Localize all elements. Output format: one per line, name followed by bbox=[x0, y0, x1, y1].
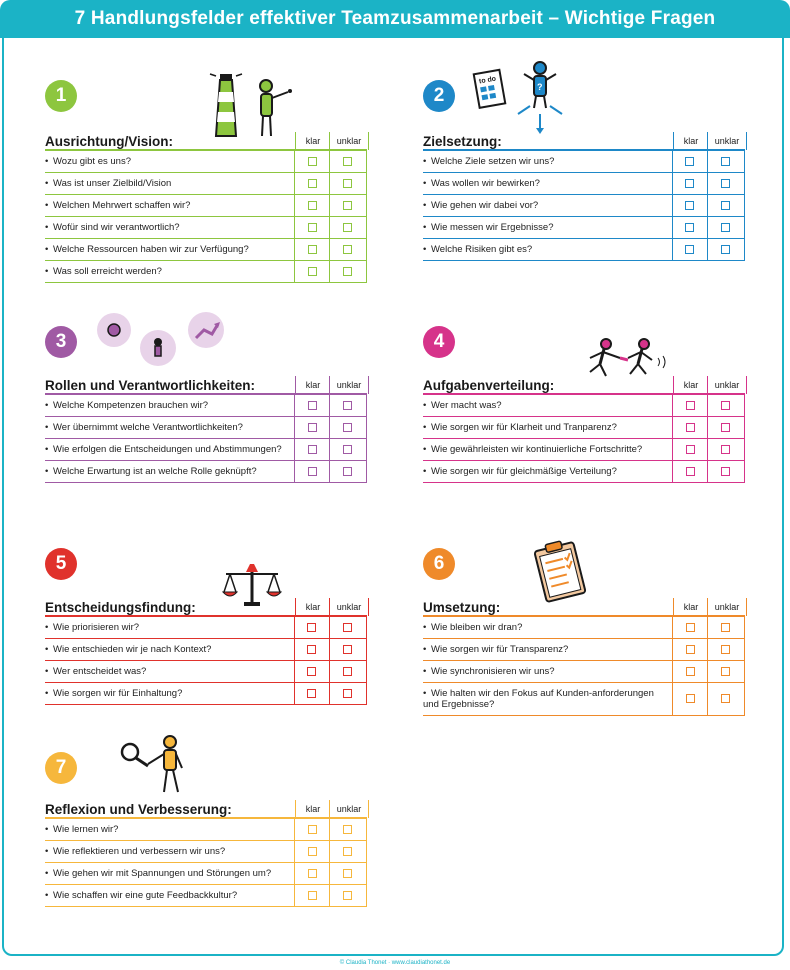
todo-label: to do bbox=[478, 75, 497, 86]
column-header-unklar: unklar bbox=[707, 376, 747, 394]
bullet: • bbox=[423, 688, 427, 699]
klar-checkbox[interactable] bbox=[686, 623, 695, 632]
question-row bbox=[45, 617, 367, 639]
question-text: Wie erfolgen die Entscheidungen und Abstimmungen? bbox=[53, 444, 282, 455]
question-mark-label: ? bbox=[537, 82, 543, 92]
magnifier-person-illustration bbox=[118, 734, 190, 796]
scales-illustration bbox=[220, 562, 284, 608]
question-row bbox=[45, 195, 367, 217]
klar-checkbox[interactable] bbox=[308, 869, 317, 878]
klar-checkbox[interactable] bbox=[308, 267, 317, 276]
bullet: • bbox=[45, 890, 49, 901]
bullet: • bbox=[45, 178, 49, 189]
question-row bbox=[45, 173, 367, 195]
question-text: Welche Kompetenzen brauchen wir? bbox=[53, 400, 209, 411]
unklar-checkbox[interactable] bbox=[721, 401, 730, 410]
question-text: Wie sorgen wir für Klarheit und Tranparenz? bbox=[431, 422, 617, 433]
question-text: Wie bleiben wir dran? bbox=[431, 622, 523, 633]
relay-runners-illustration bbox=[580, 336, 672, 380]
question-text: Was soll erreicht werden? bbox=[53, 266, 162, 277]
unklar-checkbox[interactable] bbox=[721, 467, 730, 476]
panel-number-badge: 7 bbox=[45, 752, 77, 784]
column-header-unklar: unklar bbox=[329, 132, 369, 150]
panel-header bbox=[45, 132, 367, 150]
panel-number-badge: 6 bbox=[423, 548, 455, 580]
question-text: Wie sorgen wir für Transparenz? bbox=[431, 644, 569, 655]
question-text: Was ist unser Zielbild/Vision bbox=[53, 178, 172, 189]
question-text: Wie schaffen wir eine gute Feedbackkultur? bbox=[53, 890, 238, 901]
question-row bbox=[423, 661, 745, 683]
question-row bbox=[423, 395, 745, 417]
klar-checkbox[interactable] bbox=[685, 223, 694, 232]
column-header-klar: klar bbox=[295, 132, 330, 150]
question-row bbox=[45, 639, 367, 661]
question-table bbox=[45, 395, 367, 483]
column-header-klar: klar bbox=[673, 376, 708, 394]
klar-checkbox[interactable] bbox=[308, 401, 317, 410]
question-text: Wie synchronisieren wir uns? bbox=[431, 666, 555, 677]
bullet: • bbox=[423, 156, 427, 167]
panel-number-badge: 5 bbox=[45, 548, 77, 580]
question-text: Welche Ressourcen haben wir zur Verfügung? bbox=[53, 244, 249, 255]
unklar-checkbox[interactable] bbox=[721, 667, 730, 676]
question-table bbox=[423, 617, 745, 716]
unklar-checkbox[interactable] bbox=[721, 179, 730, 188]
klar-checkbox[interactable] bbox=[685, 245, 694, 254]
panel-title: Ausrichtung/Vision: bbox=[45, 134, 174, 149]
bullet: • bbox=[423, 422, 427, 433]
bullet: • bbox=[45, 644, 49, 655]
question-text: Wie sorgen wir für gleichmäßige Verteilung? bbox=[431, 466, 617, 477]
bullet: • bbox=[45, 400, 49, 411]
question-text: Wie entschieden wir je nach Kontext? bbox=[53, 644, 212, 655]
column-header-klar: klar bbox=[295, 800, 330, 818]
question-table bbox=[423, 395, 745, 483]
question-row bbox=[423, 195, 745, 217]
column-header-unklar: unklar bbox=[329, 376, 369, 394]
question-table bbox=[45, 819, 367, 907]
bullet: • bbox=[45, 846, 49, 857]
klar-checkbox[interactable] bbox=[307, 645, 316, 654]
bullet: • bbox=[45, 244, 49, 255]
panel-header bbox=[45, 800, 367, 818]
question-row bbox=[45, 863, 367, 885]
klar-checkbox[interactable] bbox=[308, 179, 317, 188]
question-row bbox=[45, 841, 367, 863]
panel-title: Aufgabenverteilung: bbox=[423, 378, 555, 393]
question-text: Wie gehen wir mit Spannungen und Störungen um? bbox=[53, 868, 272, 879]
page-title: 7 Handlungsfelder effektiver Teamzusammenarbeit – Wichtige Fragen bbox=[0, 0, 790, 38]
panel-title: Reflexion und Verbesserung: bbox=[45, 802, 232, 817]
bullet: • bbox=[45, 444, 49, 455]
unklar-checkbox[interactable] bbox=[721, 623, 730, 632]
question-text: Wie messen wir Ergebnisse? bbox=[431, 222, 554, 233]
unklar-checkbox[interactable] bbox=[343, 667, 352, 676]
panel-number-badge: 4 bbox=[423, 326, 455, 358]
panel-header bbox=[45, 376, 367, 394]
question-row bbox=[45, 683, 367, 705]
panel-number-badge: 2 bbox=[423, 80, 455, 112]
bullet: • bbox=[423, 466, 427, 477]
bullet: • bbox=[45, 222, 49, 233]
bullet: • bbox=[423, 400, 427, 411]
bullet: • bbox=[423, 222, 427, 233]
unklar-checkbox[interactable] bbox=[721, 445, 730, 454]
column-header-unklar: unklar bbox=[707, 132, 747, 150]
question-row bbox=[423, 683, 745, 716]
question-row bbox=[423, 639, 745, 661]
klar-checkbox[interactable] bbox=[308, 423, 317, 432]
klar-checkbox[interactable] bbox=[308, 847, 317, 856]
question-row bbox=[45, 417, 367, 439]
question-text: Wofür sind wir verantwortlich? bbox=[53, 222, 180, 233]
question-text: Welche Erwartung ist an welche Rolle geknüpft? bbox=[53, 466, 257, 477]
bullet: • bbox=[423, 644, 427, 655]
column-header-klar: klar bbox=[673, 598, 708, 616]
unklar-checkbox[interactable] bbox=[721, 423, 730, 432]
unklar-checkbox[interactable] bbox=[343, 401, 352, 410]
column-header-unklar: unklar bbox=[329, 598, 369, 616]
unklar-checkbox[interactable] bbox=[343, 423, 352, 432]
bullet: • bbox=[45, 622, 49, 633]
column-header-klar: klar bbox=[673, 132, 708, 150]
unklar-checkbox[interactable] bbox=[721, 645, 730, 654]
column-header-klar: klar bbox=[295, 376, 330, 394]
klar-checkbox[interactable] bbox=[308, 467, 317, 476]
bullet: • bbox=[45, 156, 49, 167]
klar-checkbox[interactable] bbox=[686, 401, 695, 410]
question-row bbox=[45, 819, 367, 841]
panel-header bbox=[45, 598, 367, 616]
bullet: • bbox=[45, 200, 49, 211]
unklar-checkbox[interactable] bbox=[343, 689, 352, 698]
klar-checkbox[interactable] bbox=[686, 694, 695, 703]
bullet: • bbox=[45, 422, 49, 433]
bullet: • bbox=[45, 666, 49, 677]
unklar-checkbox[interactable] bbox=[343, 623, 352, 632]
klar-checkbox[interactable] bbox=[307, 623, 316, 632]
question-text: Wer macht was? bbox=[431, 400, 502, 411]
question-text: Wie priorisieren wir? bbox=[53, 622, 140, 633]
question-row bbox=[45, 239, 367, 261]
klar-checkbox[interactable] bbox=[685, 179, 694, 188]
column-header-klar: klar bbox=[295, 598, 330, 616]
unklar-checkbox[interactable] bbox=[721, 694, 730, 703]
klar-checkbox[interactable] bbox=[308, 201, 317, 210]
question-text: Wie lernen wir? bbox=[53, 824, 119, 835]
panel-title: Rollen und Verantwortlichkeiten: bbox=[45, 378, 256, 393]
panel-number-badge: 3 bbox=[45, 326, 77, 358]
unklar-checkbox[interactable] bbox=[721, 157, 730, 166]
bullet: • bbox=[423, 178, 427, 189]
bullet: • bbox=[45, 266, 49, 277]
unklar-checkbox[interactable] bbox=[343, 891, 352, 900]
question-text: Was wollen wir bewirken? bbox=[431, 178, 540, 189]
question-row bbox=[45, 151, 367, 173]
question-text: Wie gehen wir dabei vor? bbox=[431, 200, 539, 211]
klar-checkbox[interactable] bbox=[685, 157, 694, 166]
question-row bbox=[45, 217, 367, 239]
unklar-checkbox[interactable] bbox=[343, 825, 352, 834]
unklar-checkbox[interactable] bbox=[343, 869, 352, 878]
question-row bbox=[45, 439, 367, 461]
klar-checkbox[interactable] bbox=[308, 825, 317, 834]
question-text: Wie reflektieren und verbessern wir uns? bbox=[53, 846, 226, 857]
footer-credit: © Claudia Thonet · www.claudiathonet.de bbox=[339, 960, 451, 966]
column-header-unklar: unklar bbox=[707, 598, 747, 616]
unklar-checkbox[interactable] bbox=[721, 223, 730, 232]
klar-checkbox[interactable] bbox=[308, 157, 317, 166]
panel-title: Entscheidungsfindung: bbox=[45, 600, 196, 615]
question-text: Wie halten wir den Fokus auf Kunden-anforderungen und Ergebnisse? bbox=[423, 688, 654, 710]
question-row bbox=[423, 151, 745, 173]
question-row bbox=[423, 239, 745, 261]
klar-checkbox[interactable] bbox=[686, 423, 695, 432]
bullet: • bbox=[45, 868, 49, 879]
lighthouse-person-illustration bbox=[208, 72, 298, 138]
unklar-checkbox[interactable] bbox=[343, 201, 352, 210]
question-row bbox=[45, 885, 367, 907]
klar-checkbox[interactable] bbox=[686, 645, 695, 654]
klar-checkbox[interactable] bbox=[307, 689, 316, 698]
question-text: Wer übernimmt welche Verantwortlichkeiten? bbox=[53, 422, 243, 433]
unklar-checkbox[interactable] bbox=[721, 201, 730, 210]
clipboard-illustration bbox=[528, 538, 592, 604]
unklar-checkbox[interactable] bbox=[343, 223, 352, 232]
unklar-checkbox[interactable] bbox=[343, 245, 352, 254]
question-row bbox=[423, 173, 745, 195]
question-text: Wie sorgen wir für Einhaltung? bbox=[53, 688, 183, 699]
question-row bbox=[45, 661, 367, 683]
unklar-checkbox[interactable] bbox=[721, 245, 730, 254]
question-text: Welche Risiken gibt es? bbox=[431, 244, 533, 255]
panel-title: Umsetzung: bbox=[423, 600, 501, 615]
unklar-checkbox[interactable] bbox=[343, 267, 352, 276]
question-row bbox=[45, 461, 367, 483]
question-text: Wer entscheidet was? bbox=[53, 666, 147, 677]
question-row bbox=[45, 395, 367, 417]
question-row bbox=[423, 417, 745, 439]
bullet: • bbox=[45, 466, 49, 477]
klar-checkbox[interactable] bbox=[686, 445, 695, 454]
bullet: • bbox=[423, 622, 427, 633]
question-row bbox=[423, 439, 745, 461]
question-row bbox=[423, 461, 745, 483]
klar-checkbox[interactable] bbox=[308, 445, 317, 454]
klar-checkbox[interactable] bbox=[685, 201, 694, 210]
klar-checkbox[interactable] bbox=[308, 223, 317, 232]
roles-bubbles-illustration bbox=[94, 312, 228, 368]
klar-checkbox[interactable] bbox=[308, 891, 317, 900]
question-text: Wie gewährleisten wir kontinuierliche Fortschritte? bbox=[431, 444, 643, 455]
bullet: • bbox=[45, 688, 49, 699]
question-table bbox=[45, 617, 367, 705]
klar-checkbox[interactable] bbox=[686, 467, 695, 476]
todo-calculator-person-illustration bbox=[470, 58, 570, 136]
bullet: • bbox=[423, 244, 427, 255]
klar-checkbox[interactable] bbox=[307, 667, 316, 676]
unklar-checkbox[interactable] bbox=[343, 157, 352, 166]
bullet: • bbox=[423, 666, 427, 677]
column-header-unklar: unklar bbox=[329, 800, 369, 818]
bullet: • bbox=[45, 824, 49, 835]
unklar-checkbox[interactable] bbox=[343, 179, 352, 188]
bullet: • bbox=[423, 200, 427, 211]
unklar-checkbox[interactable] bbox=[343, 445, 352, 454]
question-table bbox=[423, 151, 745, 261]
unklar-checkbox[interactable] bbox=[343, 847, 352, 856]
klar-checkbox[interactable] bbox=[686, 667, 695, 676]
question-row bbox=[423, 617, 745, 639]
unklar-checkbox[interactable] bbox=[343, 467, 352, 476]
question-text: Wozu gibt es uns? bbox=[53, 156, 131, 167]
panel-title: Zielsetzung: bbox=[423, 134, 502, 149]
panel-number-badge: 1 bbox=[45, 80, 77, 112]
question-row bbox=[45, 261, 367, 283]
question-text: Welche Ziele setzen wir uns? bbox=[431, 156, 555, 167]
question-table bbox=[45, 151, 367, 283]
klar-checkbox[interactable] bbox=[308, 245, 317, 254]
question-text: Welchen Mehrwert schaffen wir? bbox=[53, 200, 191, 211]
bullet: • bbox=[423, 444, 427, 455]
question-row bbox=[423, 217, 745, 239]
unklar-checkbox[interactable] bbox=[343, 645, 352, 654]
